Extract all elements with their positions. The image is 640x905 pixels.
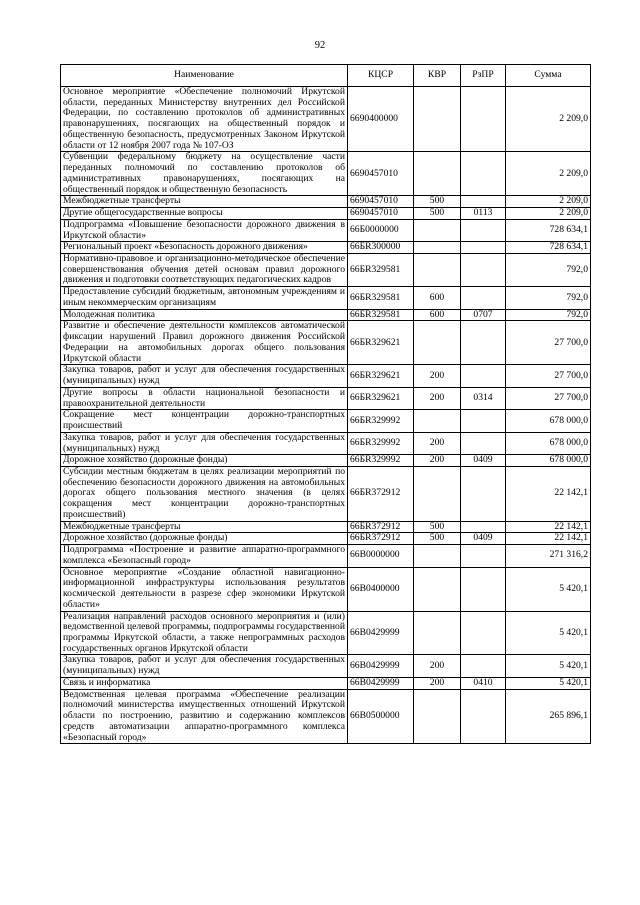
table-row — [61, 466, 591, 521]
table-body — [61, 87, 591, 744]
table-row — [61, 152, 591, 196]
cell-code: 66В0500000 — [348, 689, 414, 744]
cell-kvr — [414, 611, 461, 655]
cell-sum: 2 209,0 — [506, 208, 591, 220]
table-row — [61, 309, 591, 321]
table-row — [61, 611, 591, 655]
cell-sum: 728 634,1 — [506, 219, 591, 241]
cell-sum: 22 142,1 — [506, 533, 591, 545]
cell-code: 6690457010 — [348, 152, 414, 196]
cell-kvr: 500 — [414, 196, 461, 208]
table-row — [61, 521, 591, 533]
cell-name: Нормативно-правовое и организационно-методическое обеспечение совершенствования обучения детей основам правил дорожного движения и подготовки соответствующих педагогических кадров — [61, 254, 348, 287]
table-row — [61, 87, 591, 152]
cell-code: 6690457010 — [348, 208, 414, 220]
header-code: КЦСР — [348, 65, 414, 87]
cell-rzpr: 0314 — [461, 387, 506, 409]
cell-kvr — [414, 321, 461, 365]
cell-rzpr — [461, 567, 506, 611]
cell-code: 66БR329581 — [348, 254, 414, 287]
table-row — [61, 242, 591, 254]
cell-sum: 5 420,1 — [506, 677, 591, 689]
cell-code: 66БR372912 — [348, 521, 414, 533]
table-row — [61, 689, 591, 744]
cell-rzpr — [461, 242, 506, 254]
cell-code: 66БR329581 — [348, 287, 414, 309]
cell-rzpr — [461, 287, 506, 309]
cell-name: Субвенции федеральному бюджету на осуществление части переданных полномочий по составлению протоколов об административных правонарушениях, посягающих на общественный порядок и общественную безопасность — [61, 152, 348, 196]
cell-sum: 22 142,1 — [506, 521, 591, 533]
cell-sum: 27 700,0 — [506, 387, 591, 409]
table-row — [61, 219, 591, 241]
cell-sum: 792,0 — [506, 254, 591, 287]
cell-code: 66В0000000 — [348, 545, 414, 567]
cell-code: 66Б0000000 — [348, 219, 414, 241]
cell-name: Основное мероприятие «Создание областной навигационно-информационной инфраструктуры использования результатов космической деятельности в разрезе сфер экономики Иркутской области» — [61, 567, 348, 611]
cell-kvr — [414, 152, 461, 196]
cell-name: Межбюджетные трансферты — [61, 196, 348, 208]
cell-kvr: 500 — [414, 521, 461, 533]
cell-kvr: 600 — [414, 309, 461, 321]
cell-name: Подпрограмма «Построение и развитие аппаратно-программного комплекса «Безопасный город» — [61, 545, 348, 567]
cell-sum: 678 000,0 — [506, 410, 591, 432]
cell-rzpr: 0409 — [461, 455, 506, 467]
cell-rzpr — [461, 365, 506, 387]
cell-kvr: 200 — [414, 455, 461, 467]
cell-name: Сокращение мест концентрации дорожно-транспортных происшествий — [61, 410, 348, 432]
cell-code: 66БR329992 — [348, 455, 414, 467]
cell-code: 66В0429999 — [348, 611, 414, 655]
table-row — [61, 254, 591, 287]
cell-rzpr — [461, 254, 506, 287]
cell-name: Развитие и обеспечение деятельности комплексов автоматической фиксации нарушений Правил дорожного движения Российской Федерации на автомобильных дорогах общего пользования Иркутской области — [61, 321, 348, 365]
cell-kvr — [414, 254, 461, 287]
table-header-row — [61, 65, 591, 87]
cell-rzpr — [461, 611, 506, 655]
cell-kvr — [414, 567, 461, 611]
cell-name: Закупка товаров, работ и услуг для обеспечения государственных (муниципальных) нужд — [61, 432, 348, 454]
cell-rzpr: 0409 — [461, 533, 506, 545]
cell-code: 66БR329992 — [348, 432, 414, 454]
cell-kvr — [414, 219, 461, 241]
cell-kvr: 200 — [414, 677, 461, 689]
table-row — [61, 455, 591, 467]
cell-name: Закупка товаров, работ и услуг для обеспечения государственных (муниципальных) нужд — [61, 655, 348, 677]
cell-rzpr — [461, 521, 506, 533]
cell-sum: 2 209,0 — [506, 152, 591, 196]
cell-kvr: 500 — [414, 533, 461, 545]
cell-name: Дорожное хозяйство (дорожные фонды) — [61, 533, 348, 545]
cell-kvr: 500 — [414, 208, 461, 220]
table-row — [61, 677, 591, 689]
header-rzpr: РзПР — [461, 65, 506, 87]
cell-name: Основное мероприятие «Обеспечение полномочий Иркутской области, переданных Министерству внутренних дел Российской Федерации, по составлению протоколов об административных правонарушениях, посягающих на общественный порядок и общественную безопасность, предусмотренных Законом Иркутской области от 12 ноября 2007 года № 107-ОЗ — [61, 87, 348, 152]
cell-rzpr — [461, 152, 506, 196]
cell-rzpr — [461, 432, 506, 454]
cell-name: Другие общегосударственные вопросы — [61, 208, 348, 220]
cell-kvr — [414, 689, 461, 744]
table-row — [61, 655, 591, 677]
cell-sum: 2 209,0 — [506, 87, 591, 152]
table-row — [61, 545, 591, 567]
cell-rzpr — [461, 689, 506, 744]
cell-rzpr — [461, 196, 506, 208]
cell-name: Субсидии местным бюджетам в целях реализации мероприятий по обеспечению безопасности дорожного движения на автомобильных дорогах общего пользования местного значения (в целях сокращения мест концентрации дорожно-транспортных происшествий) — [61, 466, 348, 521]
cell-sum: 271 316,2 — [506, 545, 591, 567]
table-row — [61, 321, 591, 365]
cell-rzpr — [461, 466, 506, 521]
cell-sum: 728 634,1 — [506, 242, 591, 254]
page-number: 92 — [314, 40, 326, 51]
cell-kvr: 600 — [414, 287, 461, 309]
cell-rzpr — [461, 655, 506, 677]
cell-name: Закупка товаров, работ и услуг для обеспечения государственных (муниципальных) нужд — [61, 365, 348, 387]
cell-code: 66БR372912 — [348, 533, 414, 545]
table-row — [61, 567, 591, 611]
cell-sum: 2 209,0 — [506, 196, 591, 208]
table-row — [61, 196, 591, 208]
cell-code: 66В0429999 — [348, 655, 414, 677]
cell-kvr — [414, 545, 461, 567]
cell-sum: 265 896,1 — [506, 689, 591, 744]
cell-sum: 5 420,1 — [506, 611, 591, 655]
cell-code: 66БR329621 — [348, 365, 414, 387]
cell-sum: 792,0 — [506, 309, 591, 321]
cell-rzpr — [461, 410, 506, 432]
cell-kvr — [414, 466, 461, 521]
cell-name: Реализация направлений расходов основного мероприятия и (или) ведомственной целевой программы, подпрограммы государственной программы Иркутской области, а также непрограммных расходов государственных органов Иркутской области — [61, 611, 348, 655]
header-sum: Сумма — [506, 65, 591, 87]
table-row — [61, 208, 591, 220]
table-row — [61, 410, 591, 432]
cell-code: 6690457010 — [348, 196, 414, 208]
cell-code: 66В0429999 — [348, 677, 414, 689]
cell-rzpr — [461, 545, 506, 567]
cell-name: Связь и информатика — [61, 677, 348, 689]
cell-sum: 5 420,1 — [506, 655, 591, 677]
table-row — [61, 365, 591, 387]
cell-sum: 22 142,1 — [506, 466, 591, 521]
cell-sum: 678 000,0 — [506, 432, 591, 454]
cell-code: 6690400000 — [348, 87, 414, 152]
cell-name: Другие вопросы в области национальной безопасности и правоохранительной деятельности — [61, 387, 348, 409]
cell-kvr: 200 — [414, 655, 461, 677]
cell-code: 66БR329992 — [348, 410, 414, 432]
cell-code: 66БR372912 — [348, 466, 414, 521]
cell-sum: 27 700,0 — [506, 321, 591, 365]
cell-kvr — [414, 242, 461, 254]
cell-sum: 27 700,0 — [506, 365, 591, 387]
cell-rzpr — [461, 87, 506, 152]
cell-sum: 5 420,1 — [506, 567, 591, 611]
cell-name: Региональный проект «Безопасность дорожного движения» — [61, 242, 348, 254]
cell-kvr — [414, 410, 461, 432]
cell-rzpr: 0410 — [461, 677, 506, 689]
table-row — [61, 287, 591, 309]
cell-code: 66В0400000 — [348, 567, 414, 611]
table-row — [61, 387, 591, 409]
cell-name: Молодежная политика — [61, 309, 348, 321]
table-row — [61, 533, 591, 545]
cell-code: 66БR329621 — [348, 321, 414, 365]
table-row — [61, 432, 591, 454]
cell-rzpr: 0707 — [461, 309, 506, 321]
cell-name: Предоставление субсидий бюджетным, автономным учреждениям и иным некоммерческим организациям — [61, 287, 348, 309]
cell-rzpr — [461, 219, 506, 241]
cell-kvr — [414, 87, 461, 152]
header-kvr: КВР — [414, 65, 461, 87]
cell-name: Подпрограмма «Повышение безопасности дорожного движения в Иркутской области» — [61, 219, 348, 241]
cell-name: Ведомственная целевая программа «Обеспечение реализации полномочий министерства имущественных отношений Иркутской области по построению, развитию и содержанию комплексов средств автоматизации аппаратно-программного комплекса «Безопасный город» — [61, 689, 348, 744]
cell-kvr: 200 — [414, 387, 461, 409]
cell-kvr: 200 — [414, 365, 461, 387]
cell-code: 66БR300000 — [348, 242, 414, 254]
cell-kvr: 200 — [414, 432, 461, 454]
cell-code: 66БR329621 — [348, 387, 414, 409]
cell-name: Дорожное хозяйство (дорожные фонды) — [61, 455, 348, 467]
cell-code: 66БR329581 — [348, 309, 414, 321]
header-name: Наименование — [61, 65, 348, 87]
budget-table — [60, 64, 591, 744]
cell-sum: 678 000,0 — [506, 455, 591, 467]
cell-rzpr: 0113 — [461, 208, 506, 220]
cell-name: Межбюджетные трансферты — [61, 521, 348, 533]
cell-sum: 792,0 — [506, 287, 591, 309]
cell-rzpr — [461, 321, 506, 365]
